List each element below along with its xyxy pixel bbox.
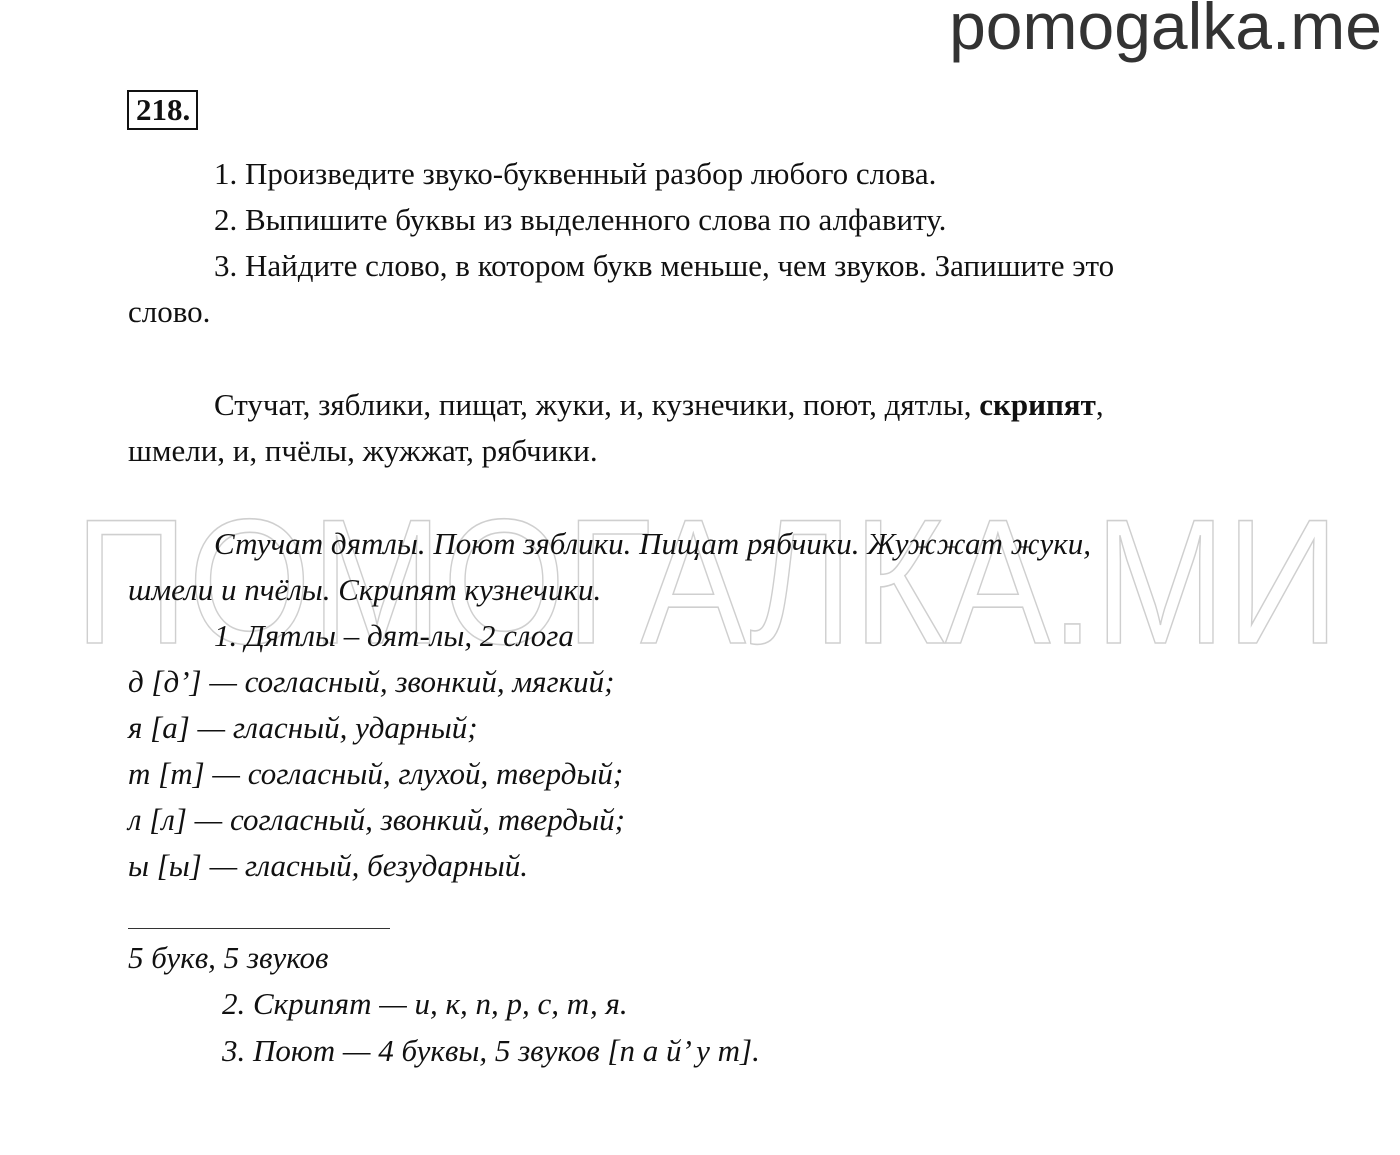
analysis-line: д [д’] — согласный, звонкий, мягкий;: [128, 664, 615, 699]
task-1: 1. Произведите звуко-буквенный разбор любого слова.: [214, 156, 937, 191]
analysis-line: т [т] — согласный, глухой, твердый;: [128, 756, 624, 791]
task-2: 2. Выпишите буквы из выделенного слова по алфавиту.: [214, 202, 947, 237]
word-list-line-2: шмели, и, пчёлы, жужжат, рябчики.: [128, 433, 598, 468]
watermark-text: ПОМОГАЛКА.МИ: [74, 505, 1340, 655]
analysis-line: л [л] — согласный, звонкий, твердый;: [128, 802, 625, 837]
word-list-comma: ,: [1095, 387, 1104, 422]
highlighted-word: скрипят: [979, 387, 1096, 422]
answer-sentences-line-2: шмели и пчёлы. Скрипят кузнечики.: [128, 572, 602, 607]
word-list-line-1: [214, 387, 1104, 423]
task-3: 3. Найдите слово, в котором букв меньше, чем звуков. Запишите это: [214, 248, 1115, 283]
site-brand-logo: pomogalka.me: [949, 0, 1382, 63]
task-3-continuation: слово.: [128, 294, 211, 329]
analysis-line: я [а] — гласный, ударный;: [128, 710, 478, 745]
analysis-line: ы [ы] — гласный, безударный.: [128, 848, 528, 883]
analysis-title: 1. Дятлы – дят-лы, 2 слога: [214, 618, 574, 653]
word-list-text: Стучат, зяблики, пищат, жуки, и, кузнечики, поют, дятлы,: [214, 387, 980, 422]
answer-task-2: 2. Скрипят — и, к, п, р, с, т, я.: [222, 986, 628, 1021]
exercise-number: 218.: [127, 90, 198, 130]
answer-sentences-line-1: Стучат дятлы. Поют зяблики. Пищат рябчики. Жужжат жуки,: [214, 526, 1092, 561]
summary-divider: [128, 928, 390, 929]
analysis-summary: 5 букв, 5 звуков: [128, 940, 329, 975]
answer-task-3: 3. Поют — 4 буквы, 5 звуков [п а й’ у т].: [222, 1033, 760, 1068]
